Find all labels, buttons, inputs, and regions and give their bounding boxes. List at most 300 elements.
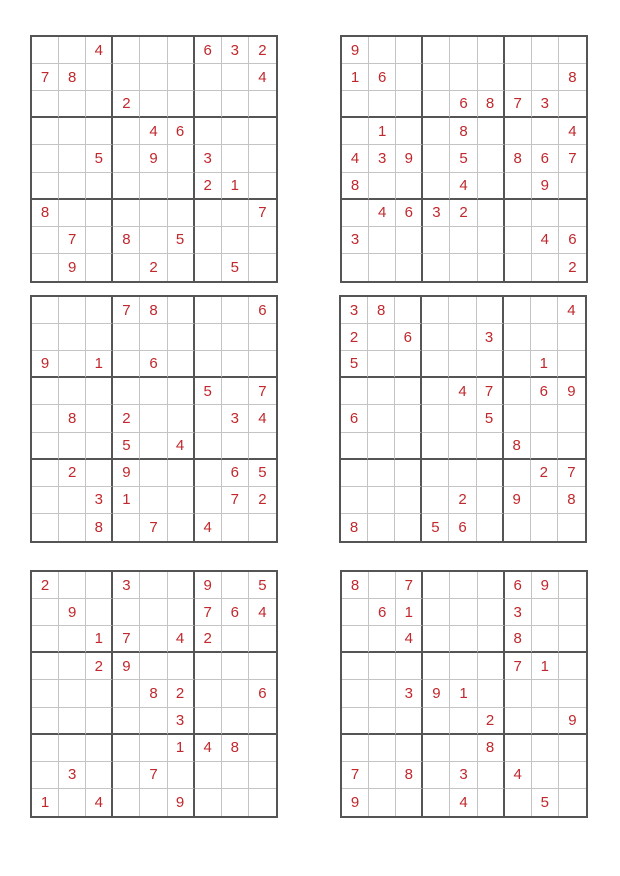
sudoku-cell[interactable]: [113, 173, 140, 200]
sudoku-cell[interactable]: 8: [558, 487, 585, 514]
sudoku-cell[interactable]: [532, 680, 559, 707]
sudoku-cell[interactable]: [140, 708, 167, 735]
sudoku-cell[interactable]: [59, 487, 86, 514]
sudoku-cell[interactable]: 6: [369, 599, 396, 626]
sudoku-cell[interactable]: [531, 514, 558, 541]
sudoku-cell[interactable]: 3: [450, 762, 477, 789]
sudoku-cell[interactable]: [222, 653, 249, 680]
sudoku-cell[interactable]: 1: [86, 351, 113, 378]
sudoku-cell[interactable]: [395, 433, 422, 460]
sudoku-cell[interactable]: [559, 200, 586, 227]
sudoku-cell[interactable]: 9: [32, 351, 59, 378]
sudoku-cell[interactable]: [86, 378, 113, 405]
sudoku-cell[interactable]: 6: [559, 227, 586, 254]
sudoku-cell[interactable]: [504, 297, 531, 324]
sudoku-cell[interactable]: [478, 680, 505, 707]
sudoku-cell[interactable]: [369, 572, 396, 599]
sudoku-cell[interactable]: [195, 405, 222, 432]
sudoku-cell[interactable]: [249, 735, 276, 762]
sudoku-cell[interactable]: [505, 200, 532, 227]
sudoku-cell[interactable]: 2: [531, 460, 558, 487]
sudoku-cell[interactable]: [450, 254, 477, 281]
sudoku-cell[interactable]: [86, 227, 113, 254]
sudoku-cell[interactable]: 6: [532, 145, 559, 172]
sudoku-cell[interactable]: [478, 599, 505, 626]
sudoku-cell[interactable]: [113, 351, 140, 378]
sudoku-cell[interactable]: [505, 789, 532, 816]
sudoku-cell[interactable]: 8: [222, 735, 249, 762]
sudoku-cell[interactable]: 8: [478, 735, 505, 762]
sudoku-cell[interactable]: 6: [249, 297, 276, 324]
sudoku-cell[interactable]: [532, 708, 559, 735]
sudoku-cell[interactable]: [222, 626, 249, 653]
sudoku-cell[interactable]: 7: [396, 572, 423, 599]
sudoku-cell[interactable]: [195, 297, 222, 324]
sudoku-cell[interactable]: 5: [249, 460, 276, 487]
sudoku-cell[interactable]: [423, 227, 450, 254]
sudoku-cell[interactable]: [195, 762, 222, 789]
sudoku-cell[interactable]: [478, 37, 505, 64]
sudoku-cell[interactable]: [369, 626, 396, 653]
sudoku-cell[interactable]: [396, 173, 423, 200]
sudoku-cell[interactable]: [449, 460, 476, 487]
sudoku-cell[interactable]: 3: [113, 572, 140, 599]
sudoku-cell[interactable]: [168, 460, 195, 487]
sudoku-cell[interactable]: [249, 173, 276, 200]
sudoku-cell[interactable]: [368, 487, 395, 514]
sudoku-cell[interactable]: [249, 324, 276, 351]
sudoku-cell[interactable]: [342, 599, 369, 626]
sudoku-cell[interactable]: 7: [505, 653, 532, 680]
sudoku-cell[interactable]: [477, 297, 504, 324]
sudoku-cell[interactable]: [59, 324, 86, 351]
sudoku-cell[interactable]: 2: [478, 708, 505, 735]
sudoku-cell[interactable]: [249, 118, 276, 145]
sudoku-cell[interactable]: [249, 254, 276, 281]
sudoku-cell[interactable]: [423, 145, 450, 172]
sudoku-cell[interactable]: [249, 433, 276, 460]
sudoku-cell[interactable]: [195, 680, 222, 707]
sudoku-cell[interactable]: [478, 572, 505, 599]
sudoku-cell[interactable]: 3: [341, 297, 368, 324]
sudoku-cell[interactable]: 2: [195, 173, 222, 200]
sudoku-cell[interactable]: [140, 378, 167, 405]
sudoku-cell[interactable]: 5: [532, 789, 559, 816]
sudoku-cell[interactable]: [558, 433, 585, 460]
sudoku-cell[interactable]: 8: [113, 227, 140, 254]
sudoku-cell[interactable]: 8: [86, 514, 113, 541]
sudoku-cell[interactable]: 3: [477, 324, 504, 351]
sudoku-cell[interactable]: [559, 789, 586, 816]
sudoku-cell[interactable]: [168, 378, 195, 405]
sudoku-cell[interactable]: 7: [505, 91, 532, 118]
sudoku-cell[interactable]: [59, 173, 86, 200]
sudoku-cell[interactable]: [369, 680, 396, 707]
sudoku-cell[interactable]: [195, 789, 222, 816]
sudoku-cell[interactable]: [396, 118, 423, 145]
sudoku-cell[interactable]: [423, 762, 450, 789]
sudoku-cell[interactable]: [504, 405, 531, 432]
sudoku-cell[interactable]: [531, 433, 558, 460]
sudoku-cell[interactable]: [342, 680, 369, 707]
sudoku-cell[interactable]: [559, 762, 586, 789]
sudoku-cell[interactable]: [32, 118, 59, 145]
sudoku-cell[interactable]: [140, 487, 167, 514]
sudoku-cell[interactable]: [531, 487, 558, 514]
sudoku-cell[interactable]: 1: [168, 735, 195, 762]
sudoku-cell[interactable]: [222, 227, 249, 254]
sudoku-cell[interactable]: 8: [59, 64, 86, 91]
sudoku-cell[interactable]: [140, 599, 167, 626]
sudoku-cell[interactable]: 9: [113, 653, 140, 680]
sudoku-cell[interactable]: [86, 599, 113, 626]
sudoku-cell[interactable]: 5: [113, 433, 140, 460]
sudoku-cell[interactable]: [86, 173, 113, 200]
sudoku-cell[interactable]: 3: [505, 599, 532, 626]
sudoku-cell[interactable]: [140, 227, 167, 254]
sudoku-cell[interactable]: [86, 708, 113, 735]
sudoku-cell[interactable]: [478, 145, 505, 172]
sudoku-cell[interactable]: [423, 173, 450, 200]
sudoku-cell[interactable]: [531, 405, 558, 432]
sudoku-cell[interactable]: [423, 599, 450, 626]
sudoku-cell[interactable]: [195, 254, 222, 281]
sudoku-cell[interactable]: 4: [249, 64, 276, 91]
sudoku-cell[interactable]: 9: [342, 37, 369, 64]
sudoku-cell[interactable]: 6: [222, 460, 249, 487]
sudoku-cell[interactable]: [168, 653, 195, 680]
sudoku-cell[interactable]: [140, 324, 167, 351]
sudoku-cell[interactable]: [450, 64, 477, 91]
sudoku-cell[interactable]: [32, 460, 59, 487]
sudoku-cell[interactable]: 5: [222, 254, 249, 281]
sudoku-cell[interactable]: 2: [32, 572, 59, 599]
sudoku-cell[interactable]: [395, 487, 422, 514]
sudoku-cell[interactable]: [423, 91, 450, 118]
sudoku-cell[interactable]: [341, 378, 368, 405]
sudoku-cell[interactable]: [450, 227, 477, 254]
sudoku-cell[interactable]: [249, 145, 276, 172]
sudoku-cell[interactable]: [422, 487, 449, 514]
sudoku-cell[interactable]: [396, 227, 423, 254]
sudoku-cell[interactable]: [449, 433, 476, 460]
sudoku-cell[interactable]: [222, 378, 249, 405]
sudoku-cell[interactable]: [369, 708, 396, 735]
sudoku-cell[interactable]: [396, 64, 423, 91]
sudoku-cell[interactable]: [32, 514, 59, 541]
sudoku-cell[interactable]: [59, 708, 86, 735]
sudoku-cell[interactable]: [113, 200, 140, 227]
sudoku-cell[interactable]: [59, 378, 86, 405]
sudoku-cell[interactable]: [140, 572, 167, 599]
sudoku-cell[interactable]: 3: [369, 145, 396, 172]
sudoku-cell[interactable]: [32, 378, 59, 405]
sudoku-cell[interactable]: [342, 91, 369, 118]
sudoku-cell[interactable]: 8: [478, 91, 505, 118]
sudoku-cell[interactable]: [249, 91, 276, 118]
sudoku-cell[interactable]: 7: [222, 487, 249, 514]
sudoku-cell[interactable]: 1: [342, 64, 369, 91]
sudoku-cell[interactable]: [559, 599, 586, 626]
sudoku-cell[interactable]: [168, 514, 195, 541]
sudoku-cell[interactable]: [449, 297, 476, 324]
sudoku-cell[interactable]: [195, 433, 222, 460]
sudoku-cell[interactable]: [341, 487, 368, 514]
sudoku-cell[interactable]: 1: [369, 118, 396, 145]
sudoku-cell[interactable]: [32, 254, 59, 281]
sudoku-cell[interactable]: [195, 460, 222, 487]
sudoku-cell[interactable]: [342, 653, 369, 680]
sudoku-cell[interactable]: 8: [140, 680, 167, 707]
sudoku-cell[interactable]: [422, 351, 449, 378]
sudoku-cell[interactable]: [369, 227, 396, 254]
sudoku-cell[interactable]: 9: [558, 378, 585, 405]
sudoku-cell[interactable]: [477, 514, 504, 541]
sudoku-cell[interactable]: [532, 626, 559, 653]
sudoku-cell[interactable]: 6: [369, 64, 396, 91]
sudoku-cell[interactable]: [86, 405, 113, 432]
sudoku-cell[interactable]: [168, 91, 195, 118]
sudoku-cell[interactable]: 3: [532, 91, 559, 118]
sudoku-cell[interactable]: 6: [222, 599, 249, 626]
sudoku-cell[interactable]: 9: [168, 789, 195, 816]
sudoku-cell[interactable]: [113, 64, 140, 91]
sudoku-cell[interactable]: [532, 254, 559, 281]
sudoku-cell[interactable]: [222, 762, 249, 789]
sudoku-cell[interactable]: [195, 653, 222, 680]
sudoku-cell[interactable]: [422, 460, 449, 487]
sudoku-cell[interactable]: 4: [450, 173, 477, 200]
sudoku-cell[interactable]: [59, 297, 86, 324]
sudoku-cell[interactable]: [168, 200, 195, 227]
sudoku-cell[interactable]: [505, 37, 532, 64]
sudoku-cell[interactable]: [32, 173, 59, 200]
sudoku-cell[interactable]: [195, 324, 222, 351]
sudoku-cell[interactable]: [249, 789, 276, 816]
sudoku-cell[interactable]: [423, 626, 450, 653]
sudoku-cell[interactable]: [449, 351, 476, 378]
sudoku-cell[interactable]: 1: [531, 351, 558, 378]
sudoku-cell[interactable]: 7: [195, 599, 222, 626]
sudoku-cell[interactable]: 2: [168, 680, 195, 707]
sudoku-cell[interactable]: [168, 405, 195, 432]
sudoku-cell[interactable]: [504, 514, 531, 541]
sudoku-cell[interactable]: [32, 487, 59, 514]
sudoku-cell[interactable]: 1: [113, 487, 140, 514]
sudoku-cell[interactable]: 8: [396, 762, 423, 789]
sudoku-cell[interactable]: 6: [140, 351, 167, 378]
sudoku-cell[interactable]: 4: [449, 378, 476, 405]
sudoku-cell[interactable]: [422, 405, 449, 432]
sudoku-cell[interactable]: [32, 37, 59, 64]
sudoku-cell[interactable]: 2: [195, 626, 222, 653]
sudoku-cell[interactable]: 2: [140, 254, 167, 281]
sudoku-cell[interactable]: [477, 433, 504, 460]
sudoku-cell[interactable]: 8: [342, 572, 369, 599]
sudoku-cell[interactable]: [450, 735, 477, 762]
sudoku-cell[interactable]: [368, 324, 395, 351]
sudoku-cell[interactable]: [341, 433, 368, 460]
sudoku-cell[interactable]: 7: [59, 227, 86, 254]
sudoku-cell[interactable]: [249, 514, 276, 541]
sudoku-cell[interactable]: [423, 118, 450, 145]
sudoku-cell[interactable]: [140, 200, 167, 227]
sudoku-cell[interactable]: 3: [423, 200, 450, 227]
sudoku-cell[interactable]: [532, 599, 559, 626]
sudoku-cell[interactable]: 4: [195, 735, 222, 762]
sudoku-cell[interactable]: [559, 37, 586, 64]
sudoku-cell[interactable]: [368, 514, 395, 541]
sudoku-cell[interactable]: [59, 789, 86, 816]
sudoku-cell[interactable]: [396, 91, 423, 118]
sudoku-cell[interactable]: [505, 708, 532, 735]
sudoku-cell[interactable]: [478, 118, 505, 145]
sudoku-cell[interactable]: 4: [168, 626, 195, 653]
sudoku-cell[interactable]: 6: [505, 572, 532, 599]
sudoku-cell[interactable]: [559, 680, 586, 707]
sudoku-cell[interactable]: 4: [86, 37, 113, 64]
sudoku-cell[interactable]: [32, 599, 59, 626]
sudoku-cell[interactable]: [396, 37, 423, 64]
sudoku-cell[interactable]: [86, 762, 113, 789]
sudoku-cell[interactable]: 9: [59, 599, 86, 626]
sudoku-cell[interactable]: 4: [249, 405, 276, 432]
sudoku-cell[interactable]: [32, 708, 59, 735]
sudoku-cell[interactable]: [222, 514, 249, 541]
sudoku-cell[interactable]: [477, 487, 504, 514]
sudoku-cell[interactable]: [396, 254, 423, 281]
sudoku-cell[interactable]: 4: [450, 789, 477, 816]
sudoku-cell[interactable]: [140, 460, 167, 487]
sudoku-cell[interactable]: 2: [450, 200, 477, 227]
sudoku-cell[interactable]: [59, 118, 86, 145]
sudoku-cell[interactable]: [559, 572, 586, 599]
sudoku-cell[interactable]: 6: [396, 200, 423, 227]
sudoku-cell[interactable]: [559, 91, 586, 118]
sudoku-cell[interactable]: [59, 514, 86, 541]
sudoku-cell[interactable]: [32, 91, 59, 118]
sudoku-cell[interactable]: [168, 762, 195, 789]
sudoku-cell[interactable]: [140, 173, 167, 200]
sudoku-cell[interactable]: [395, 460, 422, 487]
sudoku-cell[interactable]: 8: [559, 64, 586, 91]
sudoku-cell[interactable]: 5: [450, 145, 477, 172]
sudoku-cell[interactable]: 5: [477, 405, 504, 432]
sudoku-cell[interactable]: [86, 460, 113, 487]
sudoku-cell[interactable]: 3: [222, 37, 249, 64]
sudoku-cell[interactable]: 9: [504, 487, 531, 514]
sudoku-cell[interactable]: [249, 708, 276, 735]
sudoku-cell[interactable]: [478, 200, 505, 227]
sudoku-cell[interactable]: [423, 653, 450, 680]
sudoku-cell[interactable]: [422, 297, 449, 324]
sudoku-cell[interactable]: [168, 351, 195, 378]
sudoku-cell[interactable]: [559, 626, 586, 653]
sudoku-cell[interactable]: [86, 680, 113, 707]
sudoku-cell[interactable]: 9: [140, 145, 167, 172]
sudoku-cell[interactable]: [86, 118, 113, 145]
sudoku-cell[interactable]: [369, 37, 396, 64]
sudoku-cell[interactable]: [395, 405, 422, 432]
sudoku-cell[interactable]: [342, 200, 369, 227]
sudoku-cell[interactable]: [59, 433, 86, 460]
sudoku-cell[interactable]: [195, 708, 222, 735]
sudoku-cell[interactable]: [478, 762, 505, 789]
sudoku-cell[interactable]: [532, 200, 559, 227]
sudoku-cell[interactable]: 6: [395, 324, 422, 351]
sudoku-cell[interactable]: [222, 200, 249, 227]
sudoku-cell[interactable]: 7: [249, 378, 276, 405]
sudoku-cell[interactable]: [113, 324, 140, 351]
sudoku-cell[interactable]: [450, 626, 477, 653]
sudoku-cell[interactable]: [86, 324, 113, 351]
sudoku-cell[interactable]: [559, 653, 586, 680]
sudoku-cell[interactable]: [140, 433, 167, 460]
sudoku-cell[interactable]: [478, 653, 505, 680]
sudoku-cell[interactable]: 4: [342, 145, 369, 172]
sudoku-cell[interactable]: [423, 735, 450, 762]
sudoku-cell[interactable]: 4: [559, 118, 586, 145]
sudoku-cell[interactable]: [32, 762, 59, 789]
sudoku-cell[interactable]: 1: [532, 653, 559, 680]
sudoku-cell[interactable]: 2: [59, 460, 86, 487]
sudoku-cell[interactable]: [395, 351, 422, 378]
sudoku-cell[interactable]: 5: [249, 572, 276, 599]
sudoku-cell[interactable]: [168, 64, 195, 91]
sudoku-cell[interactable]: [478, 64, 505, 91]
sudoku-cell[interactable]: 4: [532, 227, 559, 254]
sudoku-cell[interactable]: [531, 324, 558, 351]
sudoku-cell[interactable]: [140, 405, 167, 432]
sudoku-cell[interactable]: [505, 254, 532, 281]
sudoku-cell[interactable]: 3: [222, 405, 249, 432]
sudoku-cell[interactable]: 9: [396, 145, 423, 172]
sudoku-cell[interactable]: [532, 64, 559, 91]
sudoku-cell[interactable]: [168, 324, 195, 351]
sudoku-cell[interactable]: [368, 351, 395, 378]
sudoku-cell[interactable]: [422, 433, 449, 460]
sudoku-cell[interactable]: 6: [450, 91, 477, 118]
sudoku-cell[interactable]: 9: [532, 572, 559, 599]
sudoku-cell[interactable]: 4: [558, 297, 585, 324]
sudoku-cell[interactable]: [59, 653, 86, 680]
sudoku-cell[interactable]: [113, 599, 140, 626]
sudoku-cell[interactable]: 1: [32, 789, 59, 816]
sudoku-cell[interactable]: 7: [558, 460, 585, 487]
sudoku-cell[interactable]: [195, 227, 222, 254]
sudoku-cell[interactable]: [222, 118, 249, 145]
sudoku-cell[interactable]: [558, 405, 585, 432]
sudoku-cell[interactable]: [140, 626, 167, 653]
sudoku-cell[interactable]: [505, 227, 532, 254]
sudoku-cell[interactable]: [59, 735, 86, 762]
sudoku-cell[interactable]: 7: [113, 626, 140, 653]
sudoku-cell[interactable]: [450, 653, 477, 680]
sudoku-cell[interactable]: [32, 145, 59, 172]
sudoku-cell[interactable]: [450, 599, 477, 626]
sudoku-cell[interactable]: 7: [477, 378, 504, 405]
sudoku-cell[interactable]: [113, 378, 140, 405]
sudoku-cell[interactable]: [222, 572, 249, 599]
sudoku-cell[interactable]: 7: [140, 762, 167, 789]
sudoku-cell[interactable]: [478, 173, 505, 200]
sudoku-cell[interactable]: 8: [341, 514, 368, 541]
sudoku-cell[interactable]: [140, 653, 167, 680]
sudoku-cell[interactable]: [423, 572, 450, 599]
sudoku-cell[interactable]: [396, 789, 423, 816]
sudoku-cell[interactable]: [59, 351, 86, 378]
sudoku-cell[interactable]: [342, 626, 369, 653]
